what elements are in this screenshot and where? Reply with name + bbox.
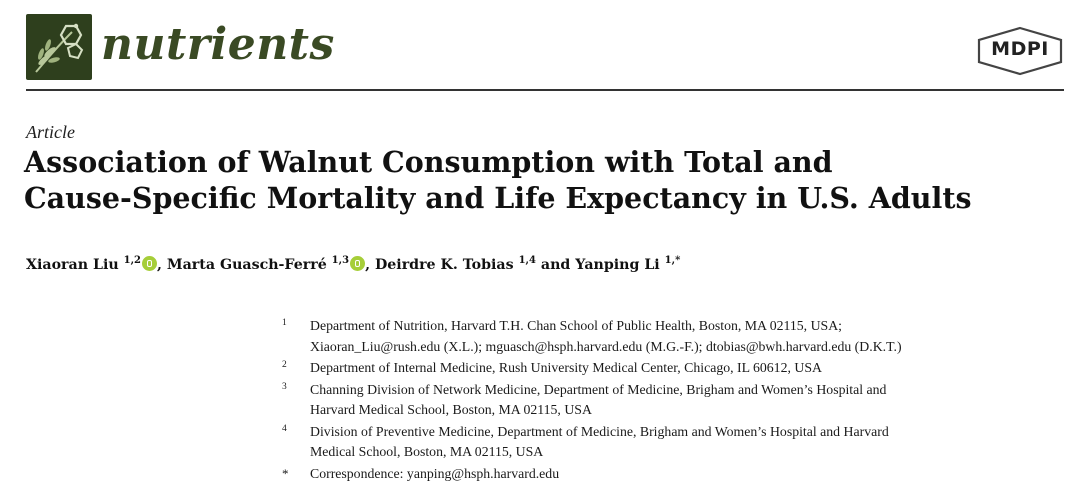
- author-separator: ,: [157, 257, 167, 273]
- affiliation-number: 1: [282, 318, 287, 328]
- mdpi-logo-icon[interactable]: [975, 26, 1065, 76]
- author-affiliation-marker: 1,4: [518, 255, 536, 266]
- affiliation-item: [282, 358, 1072, 379]
- affiliation-line: Department of Internal Medicine, Rush University Medical Center, Chicago, IL 60612, USA: [310, 360, 822, 375]
- publisher-name: MDPI: [991, 38, 1049, 60]
- author-list: [26, 255, 680, 273]
- author-name[interactable]: Deirdre K. Tobias: [374, 257, 514, 273]
- author-separator: ,: [365, 257, 375, 273]
- title-line: Association of Walnut Consumption with Total and: [24, 145, 833, 179]
- article-type: Article: [26, 122, 75, 142]
- title-line: Cause-Specific Mortality and Life Expectancy in U.S. Adults: [24, 181, 972, 215]
- affiliation-item: [282, 380, 1072, 421]
- journal-header: [0, 0, 1080, 92]
- article-title: [24, 144, 1064, 216]
- affiliation-number: 3: [282, 381, 287, 392]
- affiliation-number: 2: [282, 360, 287, 370]
- affiliation-item: [282, 316, 1072, 357]
- affiliation-line[interactable]: Xiaoran_Liu@rush.edu (X.L.); mguasch@hsph.harvard.edu (M.G.-F.); dtobias@bwh.harvard.edu (D.K.T.): [310, 338, 902, 354]
- author-affiliation-marker: 1,2: [123, 255, 142, 266]
- author-separator: and: [535, 257, 576, 273]
- affiliation-line: Department of Nutrition, Harvard T.H. Chan School of Public Health, Boston, MA 02115, USA;: [310, 318, 843, 333]
- orcid-icon[interactable]: [350, 256, 365, 271]
- header-divider: [26, 89, 1064, 91]
- correspondence-marker: *: [282, 465, 289, 481]
- author-name[interactable]: Xiaoran Liu: [26, 257, 119, 273]
- affiliation-item: [282, 422, 1072, 463]
- affiliation-number: 4: [282, 423, 287, 434]
- affiliation-line: Division of Preventive Medicine, Department of Medicine, Brigham and Women’s Hospital and Harvard: [310, 423, 889, 439]
- affiliation-line: Medical School, Boston, MA 02115, USA: [310, 444, 544, 459]
- affiliation-line: Channing Division of Network Medicine, Department of Medicine, Brigham and Women’s Hospital and: [310, 381, 887, 397]
- author-affiliation-marker: 1,*: [664, 255, 681, 266]
- journal-name[interactable]: nutrients: [101, 19, 335, 70]
- author-name[interactable]: Marta Guasch-Ferré: [166, 257, 327, 273]
- author-name[interactable]: Yanping Li: [575, 257, 660, 273]
- correspondence-item: [282, 464, 1072, 485]
- author-affiliation-marker: 1,3: [331, 255, 350, 266]
- nutrients-logo-icon[interactable]: [26, 14, 92, 80]
- affiliation-line: Harvard Medical School, Boston, MA 02115, USA: [310, 402, 592, 417]
- correspondence-line[interactable]: Correspondence: yanping@hsph.harvard.edu: [310, 465, 560, 481]
- affiliation-list: [282, 316, 1072, 485]
- orcid-icon[interactable]: [142, 256, 157, 271]
